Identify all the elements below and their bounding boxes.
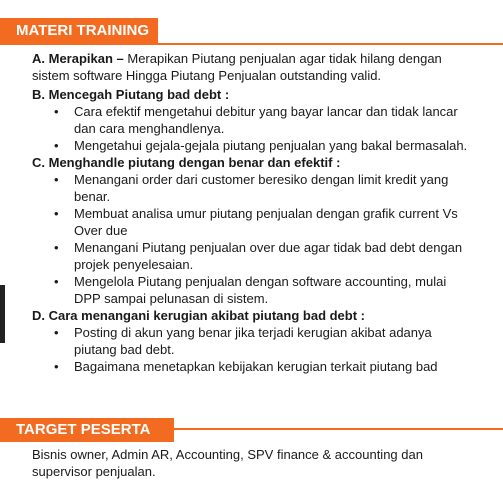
list-item: • Bagaimana menetapkan kebijakan kerugian terkait piutang bad [54, 359, 438, 374]
target-text: Bisnis owner, Admin AR, Accounting, SPV finance & accounting dan supervisor penjualan. [32, 447, 423, 479]
list-item: • Mengetahui gejala-gejala piutang penjualan yang bakal bermasalah. [54, 138, 468, 153]
bullet-icon: • [54, 240, 59, 255]
section-a [32, 50, 473, 84]
section-a-label: A. Merapikan – [32, 51, 124, 66]
materi-training-header: MATERI TRAINING [0, 18, 158, 44]
bullet-icon: • [54, 325, 59, 340]
section-d-heading: D. Cara menangani kerugian akibat piutang bad debt : [32, 308, 365, 323]
materi-header-underline [0, 43, 503, 45]
section-a-text: Merapikan Piutang penjualan agar tidak hilang dengan sistem software Hingga Piutang Penjualan outstanding valid. [32, 51, 442, 83]
bullet-icon: • [54, 138, 59, 153]
list-item: • Membuat analisa umur piutang penjualan dengan grafik current Vs Over due [54, 206, 458, 238]
list-item: • Menangani Piutang penjualan over due agar tidak bad debt dengan projek penyelesaian. [54, 240, 463, 272]
target-peserta-header: TARGET PESERTA [0, 418, 174, 442]
section-b-list [32, 103, 473, 154]
list-item: • Mengelola Piutang penjualan dengan software accounting, mulai DPP sampai pelunasan di sistem. [54, 274, 447, 306]
bullet-icon: • [54, 206, 59, 221]
section-b-heading: B. Mencegah Piutang bad debt : [32, 87, 230, 102]
list-item: • Menangani order dari customer beresiko dengan limit kredit yang benar. [54, 172, 449, 204]
bullet-icon: • [54, 104, 59, 119]
list-item: • Cara efektif mengetahui debitur yang bayar lancar dan tidak lancar dan cara menghandlenya. [54, 104, 458, 136]
bullet-icon: • [54, 359, 59, 374]
edge-mark [0, 285, 5, 343]
materi-content [32, 50, 473, 375]
bullet-icon: • [54, 274, 59, 289]
section-c-heading: C. Menghandle piutang dengan benar dan efektif : [32, 155, 341, 170]
list-item: • Posting di akun yang benar jika terjadi kerugian akibat adanya piutang bad debt. [54, 325, 432, 357]
target-content [32, 446, 473, 480]
section-d-list [32, 324, 473, 375]
section-c-list [32, 171, 473, 307]
bullet-icon: • [54, 172, 59, 187]
